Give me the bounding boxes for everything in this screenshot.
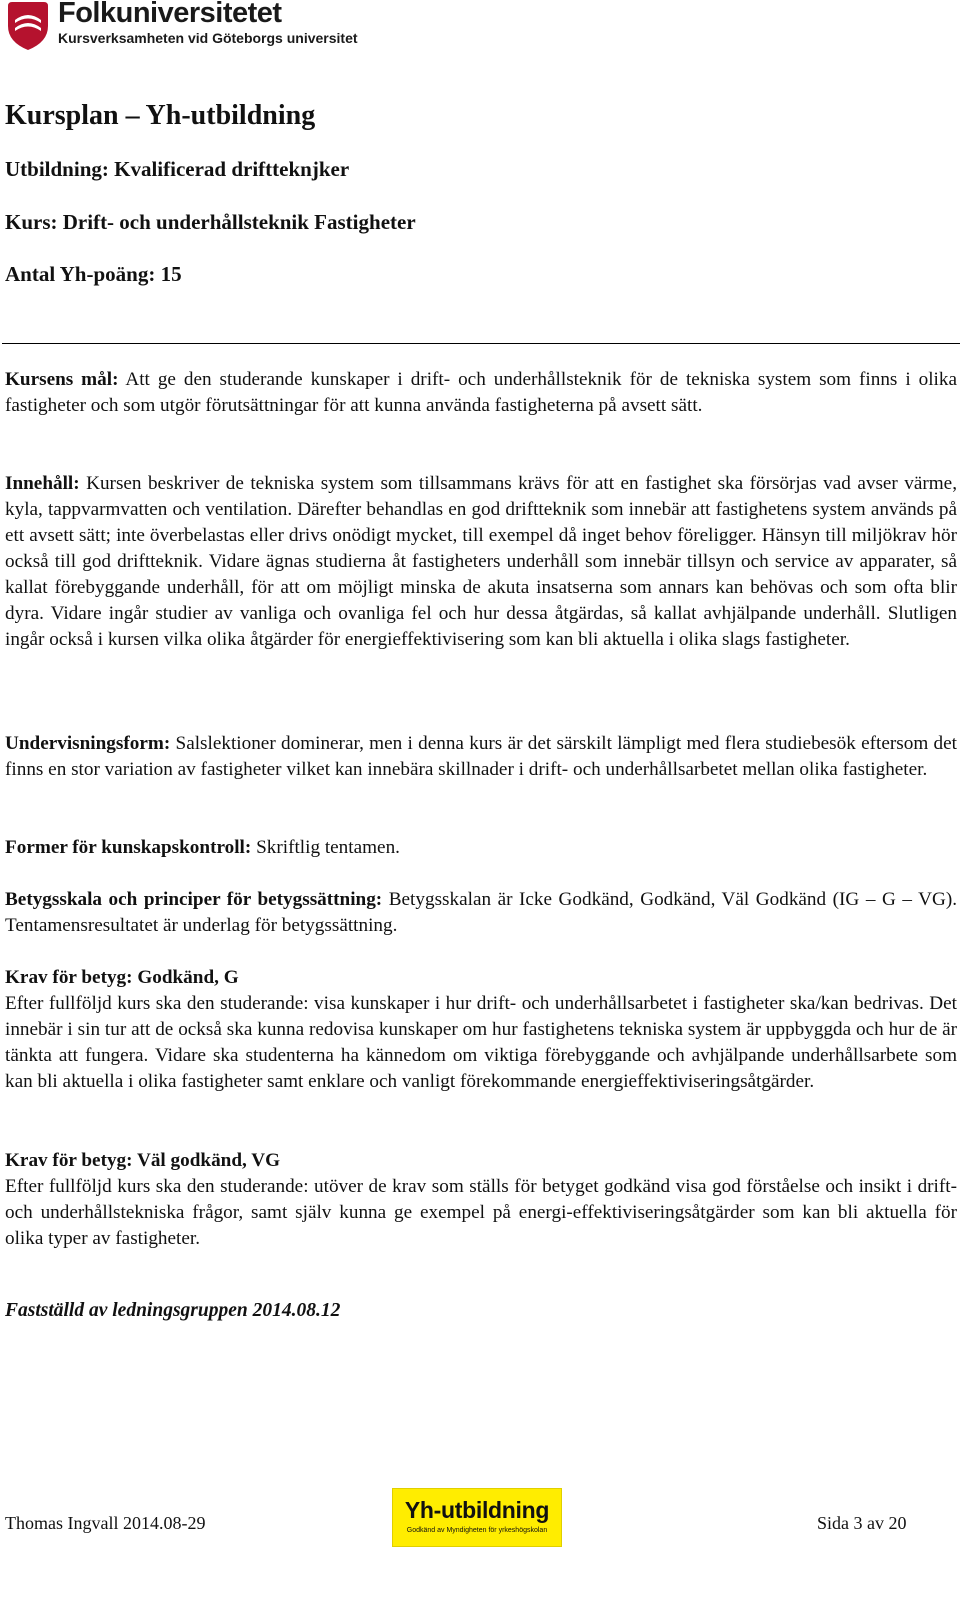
section-label: Kursens mål:: [5, 369, 119, 390]
section-former: [5, 835, 957, 861]
yh-logo-title: Yh-utbildning: [404, 1497, 550, 1523]
page-title: Kursplan – Yh-utbildning: [5, 100, 316, 131]
section-betygsskala: [5, 887, 957, 939]
page-number: Sida 3 av 20: [817, 1513, 907, 1533]
section-label: Innehåll:: [5, 473, 80, 494]
yh-logo-subtitle: Godkänd av Myndigheten för yrkeshögskolan: [406, 1527, 548, 1534]
poang-line: Antal Yh-poäng: 15: [5, 262, 182, 286]
section-kursens-mal: [5, 367, 957, 419]
section-label: Betygsskala och principer för betygssättning:: [5, 889, 383, 910]
footer-author-date: Thomas Ingvall 2014.08-29: [5, 1513, 206, 1533]
section-krav-val-godkand: [5, 1148, 957, 1252]
logo-subtitle: Kursverksamheten vid Göteborgs universitet: [58, 30, 358, 46]
section-text: Skriftlig tentamen.: [251, 837, 400, 858]
yh-utbildning-logo: [392, 1488, 562, 1547]
divider: [2, 343, 960, 344]
section-innehall: [5, 471, 957, 653]
section-heading: Krav för betyg: Godkänd, G: [5, 967, 239, 988]
section-text: Efter fullföljd kurs ska den studerande: visa kunskaper i hur drift- och underhållsarbetet i fastigheter ska/kan bedrivas. Det innebär i sin tur att de också ska kunna redovisa kunskaper om hur fastighetens tekniska system är uppbyggda och hur de är tänkta att fungera. Vidare ska studenterna ha kännedom om viktiga förebyggande och avhjälpande underhållsarbete som kan bli aktuella i olika fastigheter samt enklare och vanligt förekommande energieffektiviseringsåtgärder.: [5, 993, 957, 1092]
section-label: Undervisningsform:: [5, 733, 171, 754]
section-krav-godkand: [5, 965, 957, 1095]
fastalld-note: Fastställd av ledningsgruppen 2014.08.12: [5, 1300, 341, 1321]
logo-name: Folkuniversitetet: [58, 0, 282, 29]
section-label: Former för kunskapskontroll:: [5, 837, 252, 858]
section-text: Att ge den studerande kunskaper i drift- och underhållsteknik för de tekniska system som finns i olika fastigheter och som utgör förutsättningar för att kunna använda fastigheterna på avsett sätt.: [5, 369, 957, 416]
header: [4, 0, 358, 54]
section-undervisningsform: [5, 731, 957, 783]
section-text: Kursen beskriver de tekniska system som tillsammans krävs för att en fastighet ska försörjas vad avser värme, kyla, tappvarmvatten och ventilation. Därefter behandlas en god driftteknik som innebär att fastighetens system används på ett avsett sätt; inte överbelastas eller drivs onödigt mycket, till exempel då inget behov föreligger. Hänsyn till miljökrav hör också till god driftteknik. Vidare ägnas studierna åt fastigheters underhåll som innebär tillsyn och service av apparater, så kallat förebyggande underhåll, för att om möjligt minska de akuta insatserna som annars kan behövas och som ofta blir dyra. Vidare ingår studier av vanliga och ovanliga fel och hur dessa åtgärdas, så kallat avhjälpande underhåll. Slutligen ingår också i kursen vilka olika åtgärder för energieffektivisering som kan bli aktuella i olika slags fastigheter.: [5, 473, 957, 650]
folkuniversitetet-logo-icon: [4, 0, 52, 52]
section-text: Efter fullföljd kurs ska den studerande: utöver de krav som ställs för betyget godkänd visa god förståelse och insikt i drift- och underhållstekniska frågor, samt själv kunna ge exempel på energi-effektiviseringsåtgärder som kan bli aktuella för olika typer av fastigheter.: [5, 1176, 957, 1249]
kurs-line: Kurs: Drift- och underhållsteknik Fastigheter: [5, 210, 416, 234]
utbildning-line: Utbildning: Kvalificerad driftteknjker: [5, 157, 350, 181]
section-text: Betygsskalan är Icke Godkänd, Godkänd, Väl Godkänd (IG – G – VG). Tentamensresultatet är underlag för betygssättning.: [5, 889, 958, 936]
section-heading: Krav för betyg: Väl godkänd, VG: [5, 1150, 281, 1171]
section-text: Salslektioner dominerar, men i denna kurs är det särskilt lämpligt med flera studiebesök eftersom det finns en stor variation av fastigheter vilket kan innebära skillnader i drift- och underhållsarbetet mellan olika fastigheter.: [5, 733, 957, 780]
